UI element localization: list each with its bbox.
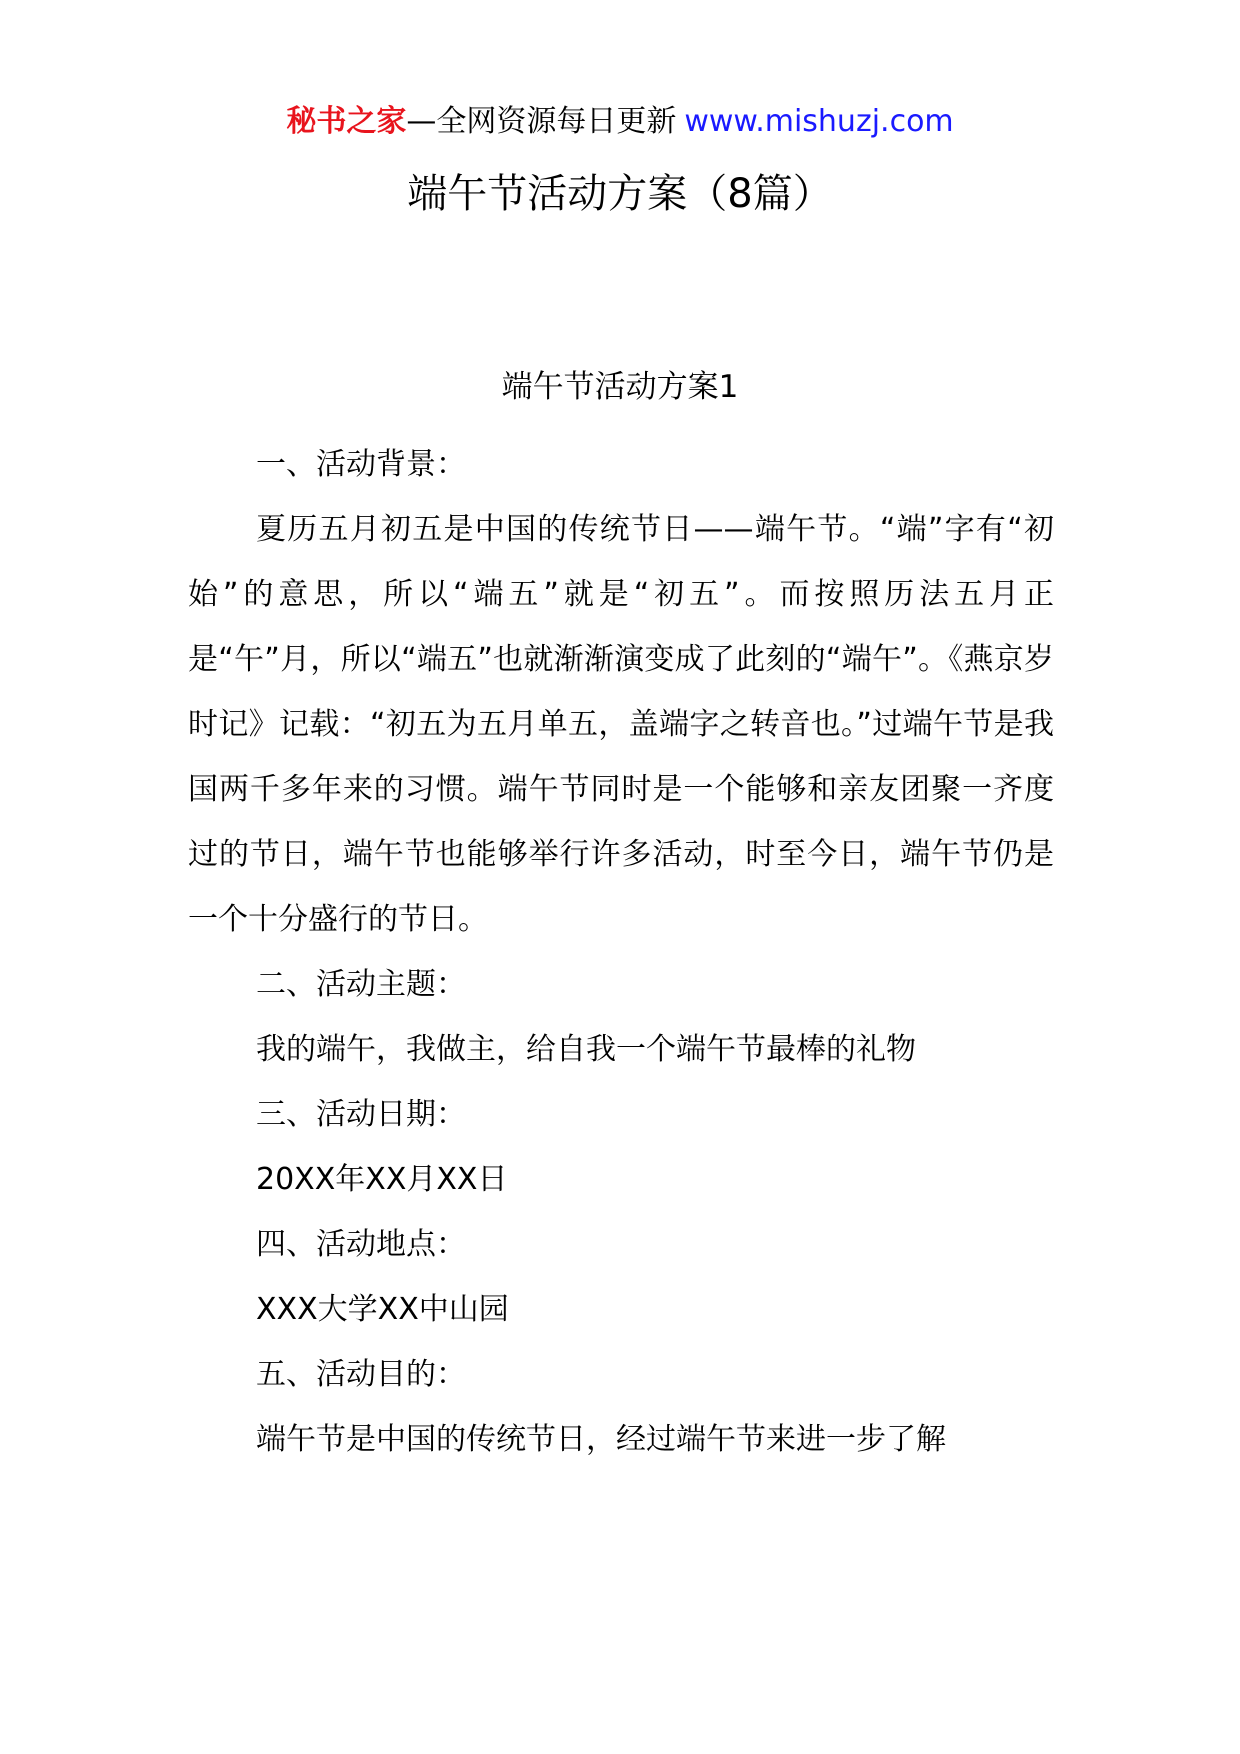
- site-slogan: —全网资源每日更新: [406, 104, 677, 139]
- heading-purpose: 五、活动目的：: [256, 1357, 466, 1392]
- paragraph-background: 夏历五月初五是中国的传统节日——端午节。“端”字有“初始”的意思，所以“端五”就是“初五”。而按照历法五月正是“午”月，所以“端五”也就渐渐演变成了此刻的“端午”。《燕京岁时记》记载：“初五为五月单五，盖端字之转音也。”过端午节是我国两千多年来的习惯。端午节同时是一个能够和亲友团聚一齐度过的节日，端午节也能够举行许多活动，时至今日，端午节仍是一个十分盛行的节日。: [188, 512, 1054, 937]
- heading-theme: 二、活动主题：: [256, 967, 466, 1002]
- location-text: XXX大学XX中山园: [256, 1292, 509, 1327]
- site-url-link[interactable]: www.mishuzj.com: [684, 104, 954, 139]
- document-body: [188, 432, 1054, 1472]
- theme-text: 我的端午，我做主，给自我一个端午节最棒的礼物: [256, 1032, 916, 1067]
- heading-location: 四、活动地点：: [256, 1227, 466, 1262]
- heading-date: 三、活动日期：: [256, 1097, 466, 1132]
- section-title: 端午节活动方案1: [501, 369, 739, 405]
- paragraph-purpose: 端午节是中国的传统节日，经过端午节来进一步了解: [256, 1422, 946, 1457]
- site-header: [0, 100, 1240, 144]
- heading-background: 一、活动背景：: [256, 447, 466, 482]
- document-title: 端午节活动方案（8篇）: [407, 171, 833, 217]
- site-brand: 秘书之家: [286, 104, 407, 139]
- date-text: 20XX年XX月XX日: [256, 1162, 508, 1197]
